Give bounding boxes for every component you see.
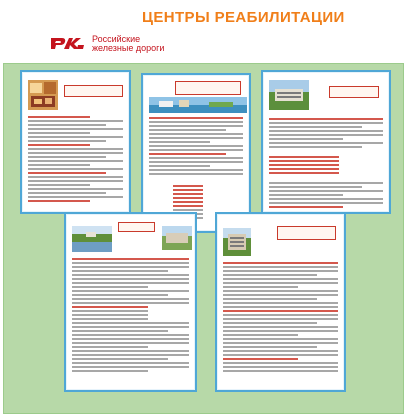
seaside-photo-icon — [149, 97, 247, 113]
poster-5 — [215, 212, 346, 392]
seaside-photo — [149, 97, 247, 113]
interior-photo-icon — [28, 80, 58, 110]
poster-3-text — [269, 118, 383, 150]
building-photo-icon — [223, 228, 251, 256]
poster-4-heading-box — [118, 222, 155, 232]
poster-board — [3, 63, 404, 414]
brand-line-2: железные дороги — [92, 43, 165, 53]
page-title: ЦЕНТРЫ РЕАБИЛИТАЦИИ — [142, 9, 345, 26]
poster-2 — [141, 73, 251, 233]
poster-3 — [261, 70, 391, 214]
sanatorium-photo-icon — [269, 80, 309, 110]
interior-photo — [28, 80, 58, 110]
building-small-photo-icon — [162, 226, 192, 250]
poster-1-text — [28, 116, 123, 204]
building-photo — [223, 228, 251, 256]
lake-forest-photo — [72, 226, 112, 252]
poster-1 — [20, 70, 131, 214]
sanatorium-photo — [269, 80, 309, 110]
poster-3-list — [269, 156, 339, 176]
poster-4-text — [72, 258, 189, 374]
poster-4 — [64, 212, 197, 392]
lake-forest-photo-icon — [72, 226, 112, 252]
brand-name — [92, 35, 172, 55]
poster-5-text — [223, 262, 338, 374]
poster-3-text-2 — [269, 182, 383, 210]
brand-line-1: Российские — [92, 34, 141, 44]
poster-5-heading-box — [277, 226, 336, 240]
poster-3-heading-box — [329, 86, 379, 98]
building-small-photo — [162, 226, 192, 250]
rzd-logo-icon — [48, 34, 86, 53]
poster-1-heading-box — [64, 85, 123, 97]
poster-2-heading-box — [175, 81, 241, 95]
poster-2-text — [149, 117, 243, 177]
